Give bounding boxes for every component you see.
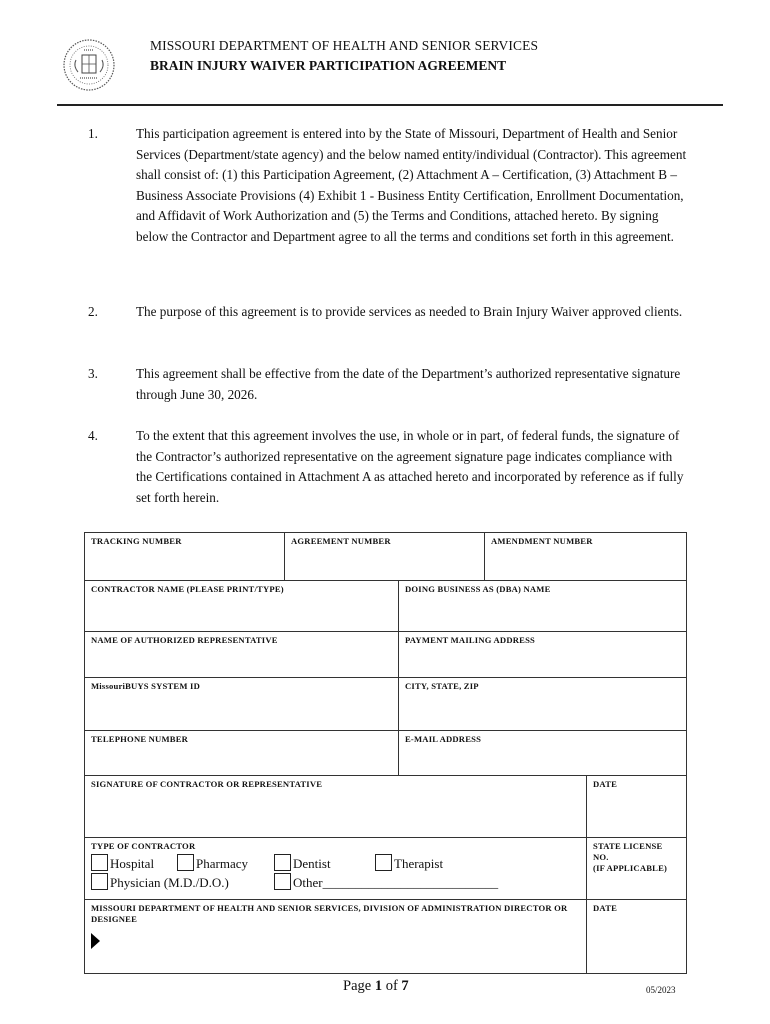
state-license-sublabel: (IF APPLICABLE) <box>593 863 668 873</box>
paragraph-text: To the extent that this agreement involves the use, in whole or in part, of federal funds, the signature of the Contractor’s authorized representative on the agreement signature page indicates compliance with the Certifications contained in Attachment A as attached hereto and incorporated by reference as if fully set forth herein. <box>136 428 684 505</box>
paragraph-3 <box>88 364 688 405</box>
paragraph-1 <box>88 124 688 247</box>
paragraph-text: This participation agreement is entered into by the State of Missouri, Department of Health and Senior Services (Department/state agency) and the below named entity/individual (Contractor). This agreement shall consist of: (1) this Participation Agreement, (2) Attachment A – Certification, (3) Attachment B – Business Associate Provisions (4) Exhibit 1 - Business Entity Certification, Enrollment Documentation, and Affidavit of Work Authorization and (5) the Terms and Conditions, attached hereto. By signing below the Contractor and Department agree to all the terms and conditions set forth in this agreement. <box>136 126 687 244</box>
telephone-label: TELEPHONE NUMBER <box>91 734 189 744</box>
agreement-number-label: AGREEMENT NUMBER <box>291 536 391 546</box>
contractor-date-label: DATE <box>593 779 618 789</box>
contractor-form <box>84 532 687 974</box>
dhss-director-label: MISSOURI DEPARTMENT OF HEALTH AND SENIOR SERVICES, DIVISION OF ADMINISTRATION DIRECTOR OR DESIGNEE <box>91 903 568 924</box>
payment-address-field[interactable] <box>399 632 687 678</box>
other-checkbox[interactable] <box>274 873 291 890</box>
dhss-director-signature-field[interactable] <box>85 900 587 974</box>
tracking-number-label: TRACKING NUMBER <box>91 536 182 546</box>
other-label: Other___________________________ <box>293 875 499 890</box>
state-seal-logo <box>62 38 116 92</box>
contractor-date-field[interactable] <box>587 776 687 838</box>
telephone-field[interactable] <box>85 731 399 776</box>
page-of: of <box>385 978 398 994</box>
option-other[interactable] <box>274 873 498 891</box>
paragraph-2 <box>88 302 688 323</box>
state-license-field[interactable] <box>587 838 687 900</box>
option-physician[interactable] <box>91 873 229 891</box>
email-label: E-MAIL ADDRESS <box>405 734 482 744</box>
contractor-signature-field[interactable] <box>85 776 587 838</box>
paragraph-number: 2. <box>88 304 98 319</box>
hospital-label: Hospital <box>110 856 155 871</box>
authorized-representative-field[interactable] <box>85 632 399 678</box>
form-revision-date: 05/2023 <box>646 985 676 995</box>
paragraph-number: 1. <box>88 126 98 141</box>
type-of-contractor-options <box>91 854 580 896</box>
paragraph-number: 3. <box>88 366 98 381</box>
document-title: BRAIN INJURY WAIVER PARTICIPATION AGREEMENT <box>150 58 507 73</box>
email-field[interactable] <box>399 731 687 776</box>
dhss-date-label: DATE <box>593 903 618 913</box>
physician-checkbox[interactable] <box>91 873 108 890</box>
type-of-contractor-label: TYPE OF CONTRACTOR <box>91 841 196 851</box>
dentist-label: Dentist <box>293 856 331 871</box>
physician-label: Physician (M.D./D.O.) <box>110 875 229 890</box>
dba-name-field[interactable] <box>399 581 687 632</box>
tracking-number-field[interactable] <box>85 533 285 581</box>
paragraph-text: This agreement shall be effective from the date of the Department’s authorized representative signature through June 30, 2026. <box>136 366 681 402</box>
option-hospital[interactable] <box>91 854 154 872</box>
dba-name-label: DOING BUSINESS AS (DBA) NAME <box>405 584 551 594</box>
dentist-checkbox[interactable] <box>274 854 291 871</box>
page-current: 1 <box>374 978 383 994</box>
page-number <box>343 978 409 995</box>
option-pharmacy[interactable] <box>177 854 248 872</box>
missouribuys-id-field[interactable] <box>85 678 399 731</box>
pharmacy-checkbox[interactable] <box>177 854 194 871</box>
authorized-representative-label: NAME OF AUTHORIZED REPRESENTATIVE <box>91 635 278 645</box>
amendment-number-label: AMENDMENT NUMBER <box>491 536 593 546</box>
page-total: 7 <box>401 978 409 994</box>
page-word: Page <box>343 978 372 994</box>
contractor-name-field[interactable] <box>85 581 399 632</box>
therapist-label: Therapist <box>394 856 444 871</box>
city-state-zip-label: CITY, STATE, ZIP <box>405 681 479 691</box>
dhss-date-field[interactable] <box>587 900 687 974</box>
missouribuys-id-label: MissouriBUYS SYSTEM ID <box>91 681 200 691</box>
option-dentist[interactable] <box>274 854 331 872</box>
paragraph-4 <box>88 426 688 508</box>
therapist-checkbox[interactable] <box>375 854 392 871</box>
sign-here-arrow-icon <box>91 933 100 949</box>
paragraph-text: The purpose of this agreement is to provide services as needed to Brain Injury Waiver approved clients. <box>136 304 683 319</box>
agreement-number-field[interactable] <box>285 533 485 581</box>
city-state-zip-field[interactable] <box>399 678 687 731</box>
pharmacy-label: Pharmacy <box>196 856 248 871</box>
paragraph-number: 4. <box>88 428 98 443</box>
type-of-contractor-section <box>85 838 587 900</box>
department-name: MISSOURI DEPARTMENT OF HEALTH AND SENIOR SERVICES <box>150 38 539 53</box>
hospital-checkbox[interactable] <box>91 854 108 871</box>
option-therapist[interactable] <box>375 854 443 872</box>
header-divider <box>57 104 723 106</box>
state-license-label: STATE LICENSE NO. <box>593 841 663 862</box>
contractor-signature-label: SIGNATURE OF CONTRACTOR OR REPRESENTATIVE <box>91 779 323 789</box>
amendment-number-field[interactable] <box>485 533 687 581</box>
contractor-name-label: CONTRACTOR NAME (PLEASE PRINT/TYPE) <box>91 584 284 594</box>
payment-address-label: PAYMENT MAILING ADDRESS <box>405 635 536 645</box>
